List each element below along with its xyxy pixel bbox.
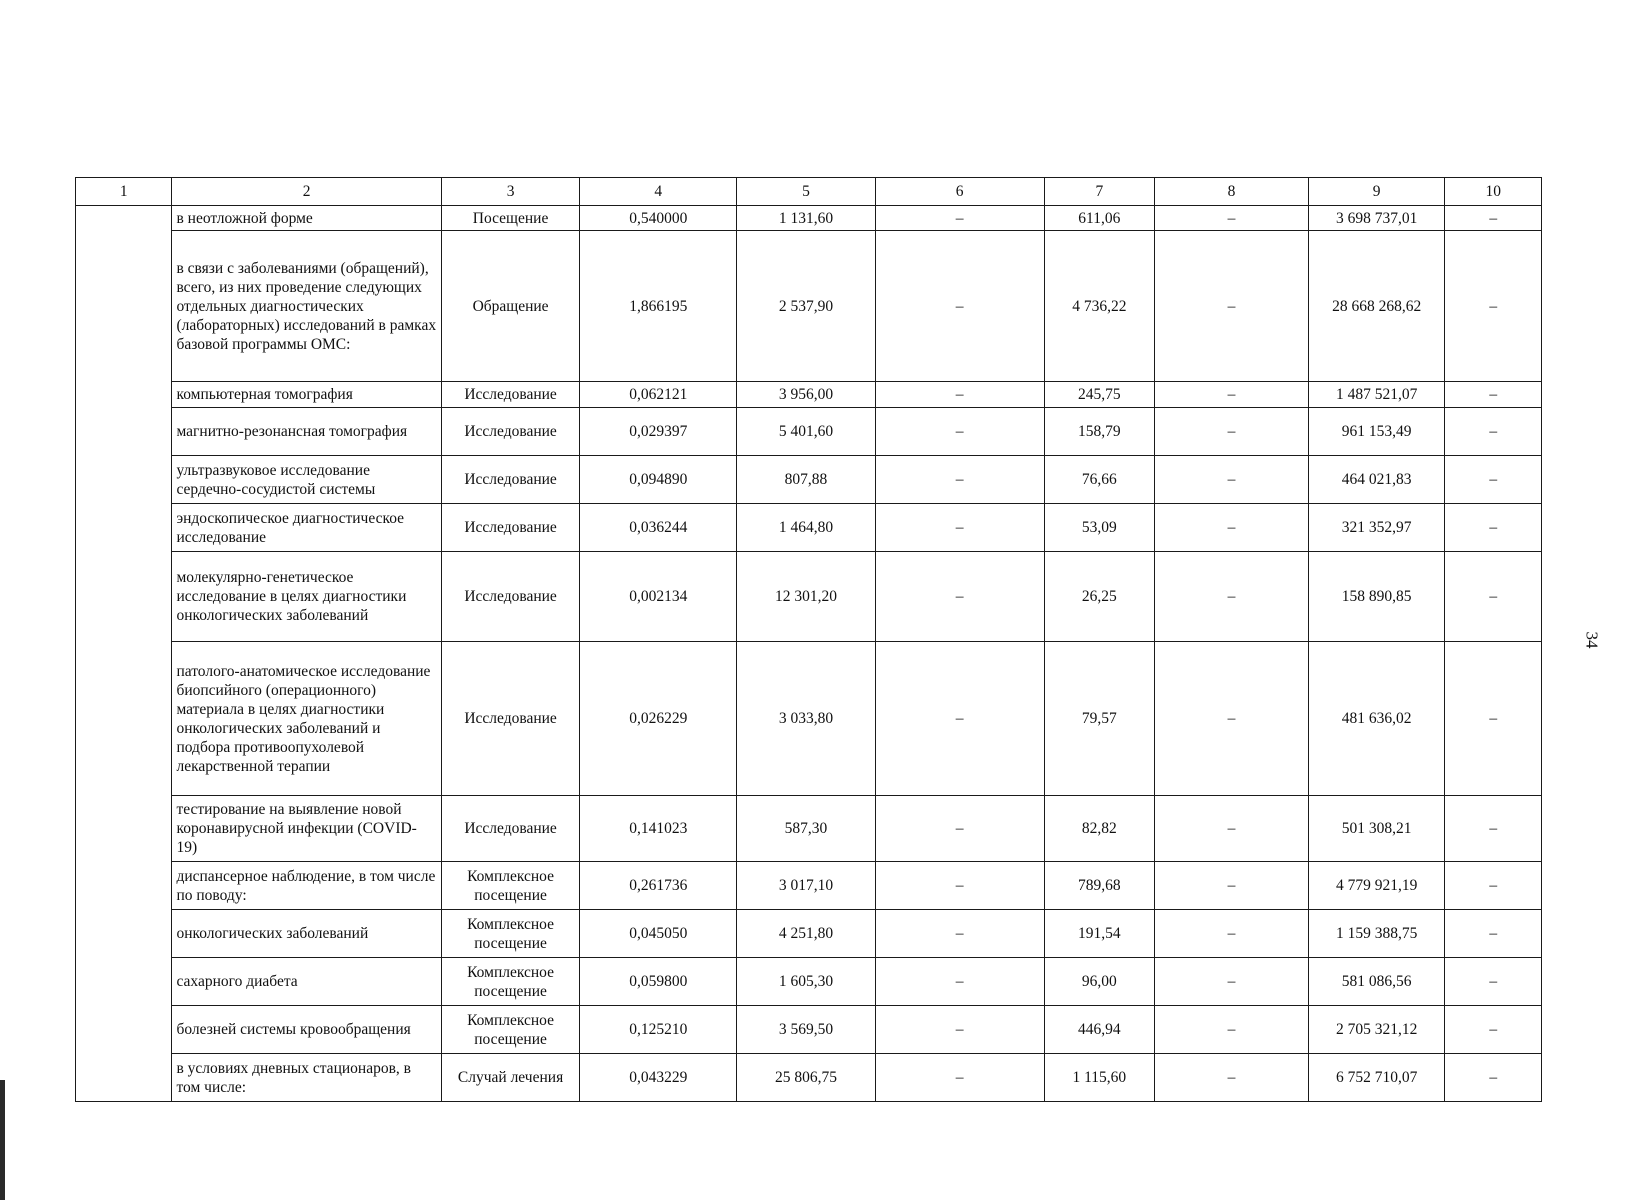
cell-value: 2 537,90	[737, 231, 876, 382]
cell-value: –	[1155, 958, 1309, 1006]
table-row	[76, 382, 1542, 408]
cell-value: 0,094890	[580, 456, 737, 504]
cell-value: –	[875, 504, 1044, 552]
cell-value: –	[1445, 862, 1542, 910]
cell-value: –	[1155, 206, 1309, 231]
row-unit: Исследование	[441, 552, 580, 642]
table-row	[76, 456, 1542, 504]
table-row	[76, 642, 1542, 796]
cell-value: 26,25	[1044, 552, 1155, 642]
cell-value: –	[1445, 910, 1542, 958]
cell-value: 501 308,21	[1308, 796, 1445, 862]
cell-value: 587,30	[737, 796, 876, 862]
cell-value: 25 806,75	[737, 1054, 876, 1102]
cell-value: 3 569,50	[737, 1006, 876, 1054]
cell-value: 158 890,85	[1308, 552, 1445, 642]
cell-value: –	[875, 206, 1044, 231]
empty-section-cell	[76, 206, 172, 1102]
cell-value: –	[875, 231, 1044, 382]
table-row	[76, 796, 1542, 862]
cell-value: –	[1445, 1006, 1542, 1054]
row-name: в условиях дневных стационаров, в том числе:	[172, 1054, 441, 1102]
table-row	[76, 206, 1542, 231]
cell-value: 6 752 710,07	[1308, 1054, 1445, 1102]
row-unit: Исследование	[441, 504, 580, 552]
cell-value: –	[875, 408, 1044, 456]
column-number: 1	[76, 178, 172, 206]
cell-value: 464 021,83	[1308, 456, 1445, 504]
cell-value: 0,062121	[580, 382, 737, 408]
cell-value: 4 779 921,19	[1308, 862, 1445, 910]
cell-value: 28 668 268,62	[1308, 231, 1445, 382]
cell-value: –	[1155, 1054, 1309, 1102]
cell-value: –	[1445, 796, 1542, 862]
cell-value: –	[875, 958, 1044, 1006]
cell-value: –	[875, 642, 1044, 796]
row-name: компьютерная томография	[172, 382, 441, 408]
row-unit: Исследование	[441, 456, 580, 504]
column-number: 5	[737, 178, 876, 206]
cell-value: 3 017,10	[737, 862, 876, 910]
cell-value: 3 698 737,01	[1308, 206, 1445, 231]
cell-value: 789,68	[1044, 862, 1155, 910]
cell-value: 1 605,30	[737, 958, 876, 1006]
cell-value: 321 352,97	[1308, 504, 1445, 552]
cell-value: –	[875, 382, 1044, 408]
cell-value: 1 131,60	[737, 206, 876, 231]
cell-value: 4 736,22	[1044, 231, 1155, 382]
cell-value: –	[1155, 642, 1309, 796]
cell-value: –	[1155, 382, 1309, 408]
row-name: патолого-анатомическое исследование биопсийного (операционного) материала в целях диагностики онкологических заболеваний и подбора противоопухолевой лекарственной терапии	[172, 642, 441, 796]
row-name: эндоскопическое диагностическое исследование	[172, 504, 441, 552]
cell-value: –	[875, 1006, 1044, 1054]
table-row	[76, 408, 1542, 456]
row-unit: Исследование	[441, 796, 580, 862]
row-name: болезней системы кровообращения	[172, 1006, 441, 1054]
row-unit: Комплексное посещение	[441, 862, 580, 910]
column-number: 6	[875, 178, 1044, 206]
cell-value: 3 956,00	[737, 382, 876, 408]
table-row	[76, 862, 1542, 910]
cell-value: 0,141023	[580, 796, 737, 862]
cell-value: –	[1155, 504, 1309, 552]
cell-value: 807,88	[737, 456, 876, 504]
cell-value: –	[1445, 1054, 1542, 1102]
cell-value: –	[1445, 958, 1542, 1006]
row-name: ультразвуковое исследование сердечно-сосудистой системы	[172, 456, 441, 504]
table-row	[76, 1006, 1542, 1054]
cell-value: 96,00	[1044, 958, 1155, 1006]
row-name: магнитно-резонансная томография	[172, 408, 441, 456]
column-number: 3	[441, 178, 580, 206]
cell-value: –	[1155, 1006, 1309, 1054]
cell-value: 158,79	[1044, 408, 1155, 456]
cell-value: 1,866195	[580, 231, 737, 382]
cell-value: –	[875, 456, 1044, 504]
table-row	[76, 958, 1542, 1006]
column-number-row	[76, 178, 1542, 206]
row-unit: Случай лечения	[441, 1054, 580, 1102]
column-number: 7	[1044, 178, 1155, 206]
page-number: 34	[1582, 631, 1602, 649]
cell-value: 2 705 321,12	[1308, 1006, 1445, 1054]
column-number: 4	[580, 178, 737, 206]
cell-value: –	[1155, 456, 1309, 504]
column-number: 9	[1308, 178, 1445, 206]
cell-value: –	[1155, 910, 1309, 958]
cell-value: –	[1445, 206, 1542, 231]
scan-edge	[0, 1080, 5, 1200]
row-unit: Исследование	[441, 642, 580, 796]
cell-value: –	[1155, 408, 1309, 456]
cell-value: 0,059800	[580, 958, 737, 1006]
column-number: 8	[1155, 178, 1309, 206]
cell-value: 0,026229	[580, 642, 737, 796]
cell-value: 961 153,49	[1308, 408, 1445, 456]
row-name: сахарного диабета	[172, 958, 441, 1006]
column-number: 10	[1445, 178, 1542, 206]
column-number: 2	[172, 178, 441, 206]
cell-value: –	[1445, 456, 1542, 504]
cell-value: 53,09	[1044, 504, 1155, 552]
cell-value: 581 086,56	[1308, 958, 1445, 1006]
cell-value: 1 487 521,07	[1308, 382, 1445, 408]
cell-value: 12 301,20	[737, 552, 876, 642]
table-row	[76, 231, 1542, 382]
cell-value: 0,002134	[580, 552, 737, 642]
row-name: тестирование на выявление новой коронавирусной инфекции (COVID-19)	[172, 796, 441, 862]
cell-value: 0,029397	[580, 408, 737, 456]
cell-value: 611,06	[1044, 206, 1155, 231]
row-name: молекулярно-генетическое исследование в целях диагностики онкологических заболеваний	[172, 552, 441, 642]
cell-value: 76,66	[1044, 456, 1155, 504]
cell-value: 1 464,80	[737, 504, 876, 552]
cell-value: 4 251,80	[737, 910, 876, 958]
row-unit: Комплексное посещение	[441, 910, 580, 958]
row-unit: Комплексное посещение	[441, 1006, 580, 1054]
tariff-table	[75, 177, 1542, 1102]
row-name: в связи с заболеваниями (обращений), всего, из них проведение следующих отдельных диагностических (лабораторных) исследований в рамках базовой программы ОМС:	[172, 231, 441, 382]
cell-value: –	[1155, 552, 1309, 642]
row-name: в неотложной форме	[172, 206, 441, 231]
row-unit: Посещение	[441, 206, 580, 231]
cell-value: –	[1155, 796, 1309, 862]
cell-value: 5 401,60	[737, 408, 876, 456]
cell-value: –	[875, 552, 1044, 642]
table-row	[76, 552, 1542, 642]
cell-value: 0,036244	[580, 504, 737, 552]
cell-value: 481 636,02	[1308, 642, 1445, 796]
row-unit: Комплексное посещение	[441, 958, 580, 1006]
row-name: диспансерное наблюдение, в том числе по поводу:	[172, 862, 441, 910]
row-unit: Исследование	[441, 408, 580, 456]
table-row	[76, 504, 1542, 552]
table-row	[76, 910, 1542, 958]
cell-value: –	[1445, 504, 1542, 552]
cell-value: 0,540000	[580, 206, 737, 231]
cell-value: –	[1445, 382, 1542, 408]
cell-value: –	[875, 910, 1044, 958]
cell-value: 191,54	[1044, 910, 1155, 958]
cell-value: –	[875, 862, 1044, 910]
cell-value: –	[1445, 642, 1542, 796]
cell-value: –	[1445, 408, 1542, 456]
cell-value: 245,75	[1044, 382, 1155, 408]
cell-value: 0,045050	[580, 910, 737, 958]
cell-value: 0,043229	[580, 1054, 737, 1102]
row-unit: Обращение	[441, 231, 580, 382]
cell-value: 0,261736	[580, 862, 737, 910]
cell-value: –	[1445, 552, 1542, 642]
cell-value: –	[875, 796, 1044, 862]
table-row	[76, 1054, 1542, 1102]
cell-value: 3 033,80	[737, 642, 876, 796]
cell-value: 1 159 388,75	[1308, 910, 1445, 958]
cell-value: –	[1155, 231, 1309, 382]
row-name: онкологических заболеваний	[172, 910, 441, 958]
cell-value: 82,82	[1044, 796, 1155, 862]
cell-value: 446,94	[1044, 1006, 1155, 1054]
cell-value: –	[1155, 862, 1309, 910]
cell-value: 79,57	[1044, 642, 1155, 796]
cell-value: –	[1445, 231, 1542, 382]
cell-value: –	[875, 1054, 1044, 1102]
row-unit: Исследование	[441, 382, 580, 408]
cell-value: 0,125210	[580, 1006, 737, 1054]
cell-value: 1 115,60	[1044, 1054, 1155, 1102]
